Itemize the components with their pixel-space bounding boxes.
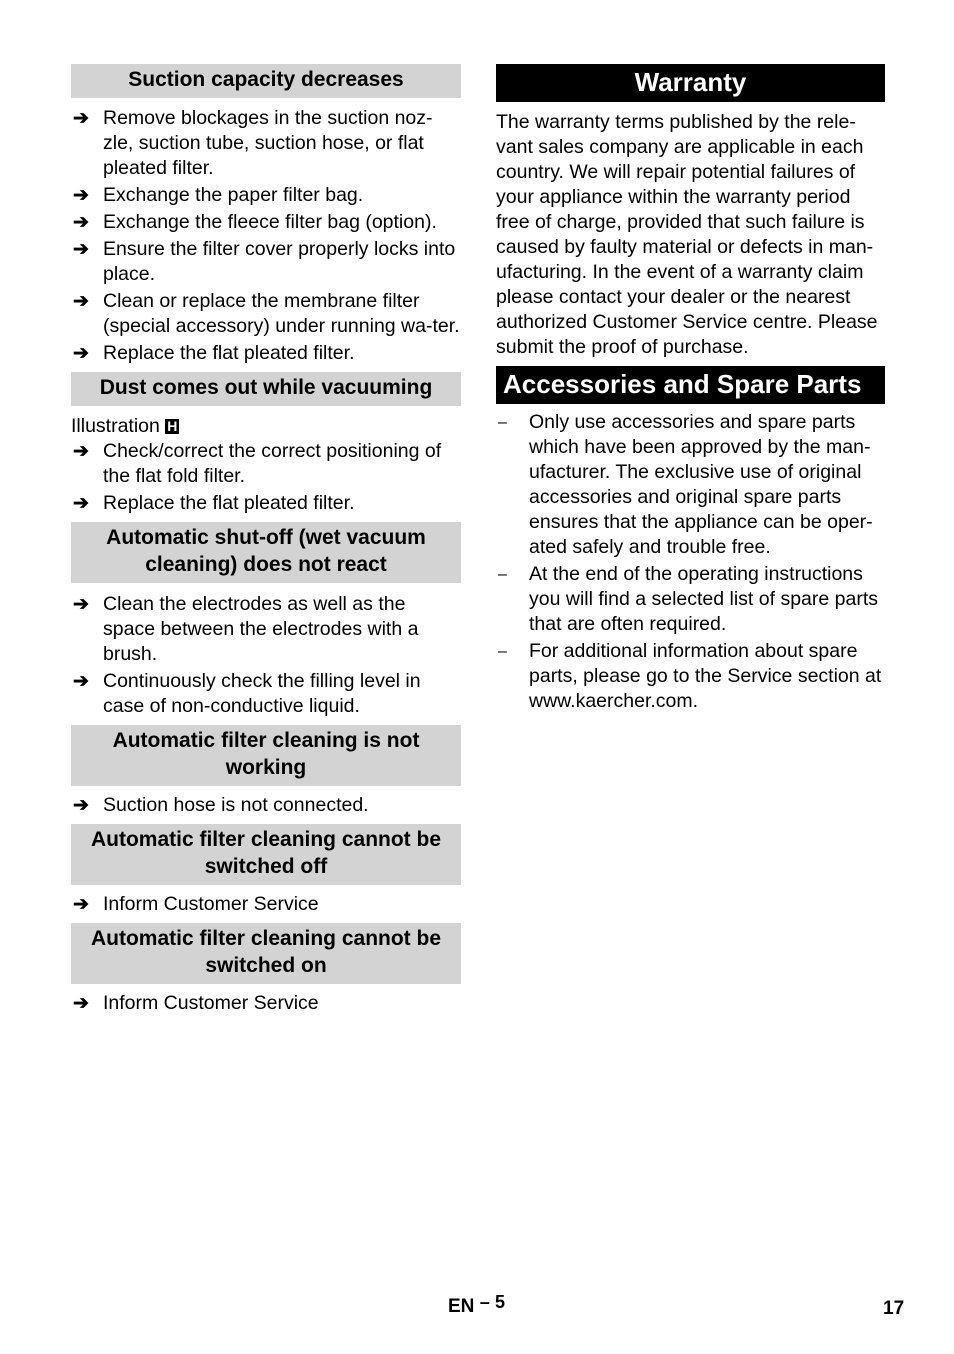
instruction-list — [71, 793, 461, 818]
arrow-icon: ➔ — [73, 291, 89, 312]
instruction-list — [71, 991, 461, 1016]
instruction-list — [71, 106, 461, 366]
arrow-icon: ➔ — [73, 894, 89, 915]
list-item: ➔ Clean the electrodes as well as the space between the electrodes with a brush. — [73, 593, 419, 665]
list-item: ➔ Remove blockages in the suction noz-zle, suction tube, suction hose, or flat pleated filter. — [73, 107, 433, 179]
left-column — [71, 64, 461, 1018]
footer-separator: – — [479, 1292, 490, 1312]
section-accessories — [496, 366, 885, 714]
section-auto-shutoff — [71, 522, 461, 719]
section-heading: Automatic filter cleaning is not working — [71, 725, 461, 786]
accessories-list — [496, 410, 885, 714]
section-heading: Suction capacity decreases — [71, 64, 461, 98]
arrow-icon: ➔ — [73, 239, 89, 260]
instruction-list — [71, 892, 461, 917]
section-dust-comes-out — [71, 372, 461, 516]
illustration-reference: Illustration H — [71, 415, 178, 437]
list-item: ➔ Ensure the filter cover properly locks into place. — [73, 238, 456, 285]
list-item: – At the end of the operating instructions you will find a selected list of spare parts that are often required. — [498, 563, 879, 635]
warranty-text: The warranty terms published by the rele-vant sales company are applicable in each country. We will repair potential failures of your appliance within the warranty period free of charge, provided that such failure is caused by faulty material or defects in man-ufacturing. In the event of a warranty claim please contact your dealer or the nearest authorized Customer Service centre. Please submit the proof of purchase. — [496, 111, 878, 358]
list-item: ➔ Replace the flat pleated filter. — [73, 492, 355, 514]
list-item: – Only use accessories and spare parts which have been approved by the man-ufacturer. The exclusive use of original accessories and original spare parts ensures that the appliance can be oper-ated safely and trouble free. — [498, 411, 873, 558]
list-item: – For additional information about spare parts, please go to the Service section at www.kaercher.com. — [498, 640, 882, 712]
instruction-list — [71, 592, 461, 719]
section-heading: Automatic shut-off (wet vacuum cleaning) does not react — [71, 522, 461, 583]
page-number: 17 — [883, 1298, 905, 1319]
right-column — [496, 64, 885, 716]
illustration-letter-badge: H — [167, 418, 178, 434]
footer-section-marker: EN – 5 — [448, 1292, 505, 1317]
arrow-icon: ➔ — [73, 212, 89, 233]
section-auto-filter-not-working — [71, 725, 461, 818]
arrow-icon: ➔ — [73, 795, 89, 816]
section-auto-filter-cannot-on — [71, 923, 461, 1016]
arrow-icon: ➔ — [73, 343, 89, 364]
list-item: ➔ Inform Customer Service — [73, 893, 319, 915]
instruction-list — [71, 439, 461, 516]
dash-icon: – — [498, 643, 507, 660]
list-item: ➔ Suction hose is not connected. — [73, 794, 369, 816]
footer-section-page: 5 — [494, 1292, 505, 1312]
list-item: ➔ Exchange the fleece filter bag (option). — [73, 211, 437, 233]
dash-icon: – — [498, 414, 507, 431]
arrow-icon: ➔ — [73, 441, 89, 462]
section-heading: Dust comes out while vacuuming — [71, 372, 461, 406]
section-heading: Warranty — [496, 64, 885, 102]
section-heading: Automatic filter cleaning cannot be switched off — [71, 824, 461, 885]
list-item: ➔ Clean or replace the membrane filter (special accessory) under running wa-ter. — [73, 290, 460, 337]
section-heading: Automatic filter cleaning cannot be switched on — [71, 923, 461, 984]
list-item: ➔ Inform Customer Service — [73, 992, 319, 1014]
list-item: ➔ Continuously check the filling level in case of non-conductive liquid. — [73, 670, 421, 717]
arrow-icon: ➔ — [73, 185, 89, 206]
arrow-icon: ➔ — [73, 493, 89, 514]
arrow-icon: ➔ — [73, 594, 89, 615]
arrow-icon: ➔ — [73, 993, 89, 1014]
section-suction-capacity — [71, 64, 461, 366]
dash-icon: – — [498, 566, 507, 583]
section-auto-filter-cannot-off — [71, 824, 461, 917]
list-item: ➔ Check/correct the correct positioning of the flat fold filter. — [73, 440, 442, 487]
arrow-icon: ➔ — [73, 108, 89, 129]
section-heading: Accessories and Spare Parts — [496, 366, 885, 404]
list-item: ➔ Replace the flat pleated filter. — [73, 342, 355, 364]
arrow-icon: ➔ — [73, 671, 89, 692]
list-item: ➔ Exchange the paper filter bag. — [73, 184, 364, 206]
section-warranty — [496, 64, 885, 360]
